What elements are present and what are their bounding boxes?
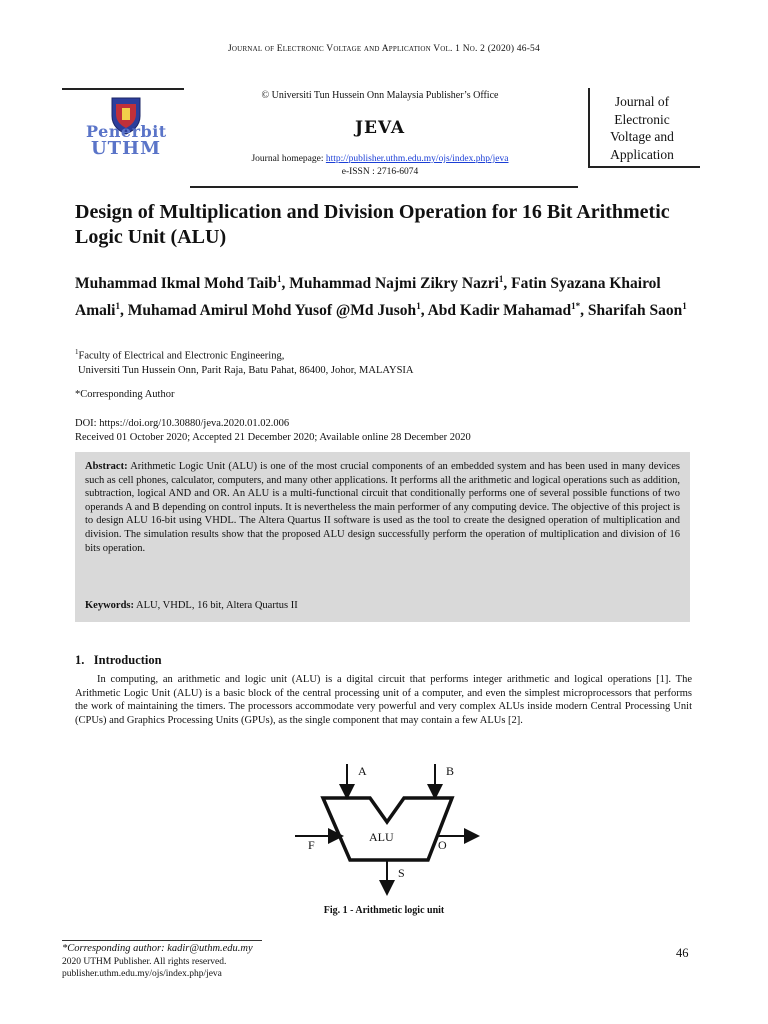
abstract-label: Abstract:	[85, 461, 128, 472]
author-affiliation-mark: 1	[682, 301, 687, 312]
journal-name-line: Electronic	[614, 111, 670, 127]
homepage-link[interactable]: http://publisher.uthm.edu.my/ojs/index.php/jeva	[325, 154, 509, 164]
keywords-label: Keywords:	[85, 600, 134, 611]
author-affiliation-mark: 1	[277, 274, 282, 284]
journal-abbreviation: JEVA	[354, 118, 406, 138]
label-alu: ALU	[369, 830, 394, 844]
footnote-publisher: 2020 UTHM Publisher. All rights reserved.	[62, 957, 227, 967]
author-name: Fatin Syazana Khairol Amali	[75, 275, 661, 320]
author-affiliation-mark: 1	[416, 301, 421, 312]
article-dates: Received 01 October 2020; Accepted 21 December 2020; Available online 28 December 2020	[75, 432, 471, 443]
alu-figure	[290, 760, 480, 900]
author-name: Muhammad Ikmal Mohd Taib	[75, 275, 277, 293]
label-s: S	[398, 866, 405, 880]
abstract	[85, 460, 680, 555]
footnote-rule	[62, 940, 262, 941]
logo-text-uthm: UTHM	[90, 138, 162, 159]
affiliation-line-1: Faculty of Electrical and Electronic Engineering,	[78, 350, 285, 362]
label-b: B	[446, 764, 455, 778]
label-f: F	[308, 838, 315, 852]
introduction-paragraph: In computing, an arithmetic and logic unit (ALU) is a digital circuit that performs integer arithmetic and logical operations [1]. The Arithmetic Logic Unit (ALU) is a basic block of the central processing unit of a computer, and even the simplest microprocessors that performs the work of maintaining the timers. The processors accommodate very powerful and very complex ALUs inside modern Central Processing Unit (CPUs) and Graphics Processing Units (GPUs), as the single component that may contain a few ALUs [2].	[75, 674, 692, 726]
affiliation-mark: 1	[75, 348, 79, 356]
figure-caption: Fig. 1 - Arithmetic logic unit	[323, 905, 445, 916]
eissn: e-ISSN : 2716-6074	[341, 167, 419, 177]
keywords	[85, 600, 680, 611]
footnote-corresponding-author: *Corresponding author: kadir@uthm.edu.my	[62, 943, 253, 954]
author-affiliation-mark: 1*	[571, 301, 581, 312]
affiliation	[75, 345, 695, 378]
author-name: Muhammad Najmi Zikry Nazri	[289, 275, 499, 293]
abstract-text: Arithmetic Logic Unit (ALU) is one of the most crucial components of an embedded system and has been used in many devices such as cell phones, calculator, computers, and many other applications. It performs all the arithmetic and logical operations such as addition, subtraction, logical AND and OR. An ALU is a multi-functional circuit that conditionally performs one of several possible functions of two operands A and B depending on control inputs. It is nevertheless the main performer of any computing device. The objective of this project is to design ALU 16-bit using VHDL. The Altera Quartus II software is used as the tool to create the designed operation of multiplication and division. The simulation results show that the proposed ALU design successfully perform the operation of multiplication and division of 16 bits operation.	[85, 461, 680, 554]
doi: DOI: https://doi.org/10.30880/jeva.2020.01.02.006	[75, 418, 290, 429]
author-affiliation-mark: 1	[115, 301, 120, 312]
section-heading-introduction: 1. Introduction	[75, 653, 162, 667]
copyright-line: © Universiti Tun Hussein Onn Malaysia Publisher’s Office	[261, 90, 499, 101]
header-rule-center	[190, 186, 578, 188]
homepage-label: Journal homepage:	[251, 154, 326, 164]
journal-name-line: Voltage and	[610, 129, 674, 144]
header-rule-left	[62, 88, 184, 90]
keywords-text: ALU, VHDL, 16 bit, Altera Quartus II	[136, 600, 298, 611]
corresponding-note: *Corresponding Author	[75, 389, 175, 400]
publisher-logo	[80, 96, 172, 160]
journal-homepage	[190, 154, 570, 164]
journal-name-line: Application	[610, 146, 674, 162]
page-number: 46	[676, 946, 689, 960]
author-name: Muhamad Amirul Mohd Yusof @Md Jusoh	[127, 302, 417, 320]
affiliation-line-2: Universiti Tun Hussein Onn, Parit Raja, Batu Pahat, 86400, Johor, MALAYSIA	[78, 364, 414, 376]
footnote-url: publisher.uthm.edu.my/ojs/index.php/jeva	[62, 969, 222, 979]
label-a: A	[358, 764, 367, 778]
author-affiliation-mark: 1	[498, 274, 504, 284]
author-name: Abd Kadir Mahamad	[427, 302, 572, 320]
author-name: Sharifah Saon	[587, 302, 683, 320]
author-list: Muhammad Ikmal Mohd Taib$^1$, Muhammad Najmi Zikry Nazri$^1$, Fatin Syazana Khairol Amali$^1$, Muhamad Amirul Mohd Yusof @Md Jusoh$^1$, Abd Kadir Mahamad$^{1*}$, Sharifah Saon$^1$	[75, 274, 687, 320]
article-title: Design of Multiplication and Division Operation for 16 Bit Arithmetic Logic Unit (ALU)	[75, 201, 670, 248]
journal-name-line: Journal of	[614, 94, 670, 109]
logo-text-penerbit: Penerbit	[86, 122, 167, 141]
journal-name	[592, 93, 692, 163]
label-o: O	[438, 838, 447, 852]
running-head: Journal of Electronic Voltage and Application Vol. 1 No. 2 (2020) 46-54	[228, 44, 540, 54]
alu-shape	[323, 798, 452, 860]
